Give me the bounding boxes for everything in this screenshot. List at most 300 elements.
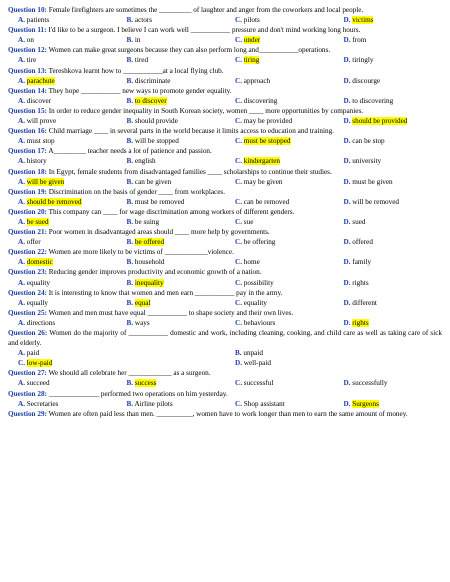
question-stem: [8, 409, 442, 419]
option-letter: B.: [126, 379, 134, 388]
options-row: [8, 257, 442, 267]
highlighted-answer: equal: [134, 298, 151, 307]
question-number: Question 14:: [8, 86, 47, 95]
answer-option: [334, 35, 443, 45]
question-block: [8, 167, 442, 187]
option-letter: A.: [18, 379, 25, 388]
option-text: must be removed: [134, 197, 185, 206]
option-letter: B.: [126, 238, 134, 247]
option-letter: D.: [343, 278, 351, 287]
highlighted-answer: low-paid: [26, 359, 53, 368]
question-block: [8, 328, 442, 368]
answer-option: [225, 96, 334, 106]
answer-option: [225, 197, 334, 207]
option-letter: C.: [235, 76, 242, 85]
option-text: behaviours: [243, 318, 276, 327]
question-number: Question 15:: [8, 106, 47, 115]
option-letter: C.: [235, 399, 242, 408]
question-text: Reducing gender improves productivity and economic growth of a nation.: [48, 268, 262, 277]
option-letter: C.: [235, 379, 242, 388]
option-letter: D.: [235, 359, 242, 368]
question-stem: [8, 25, 442, 35]
option-text: discovering: [243, 96, 278, 105]
question-block: [8, 308, 442, 328]
option-letter: C.: [235, 278, 242, 287]
option-text: succeed: [26, 379, 50, 388]
option-text: directions: [26, 318, 56, 327]
option-letter: A.: [18, 96, 25, 105]
answer-option: [117, 278, 226, 288]
options-row: [8, 35, 442, 45]
answer-option: [117, 318, 226, 328]
answer-option: [8, 217, 117, 227]
option-text: english: [134, 157, 156, 166]
options-row: [8, 55, 442, 65]
question-block: [8, 368, 442, 388]
answer-option: [8, 116, 117, 126]
answer-option: [8, 358, 225, 368]
answer-option: [117, 177, 226, 187]
option-text: possibility: [243, 278, 274, 287]
question-block: [8, 187, 442, 207]
option-letter: B.: [126, 258, 134, 267]
question-number: Question 28:: [8, 389, 47, 398]
answer-option: [334, 177, 443, 187]
option-text: family: [352, 258, 372, 267]
answer-option: [8, 257, 117, 267]
option-letter: D.: [343, 137, 351, 146]
answer-option: [8, 318, 117, 328]
option-text: equality: [26, 278, 50, 287]
option-letter: A.: [18, 16, 25, 25]
answer-option: [117, 378, 226, 388]
option-text: successfully: [352, 379, 388, 388]
option-letter: B.: [126, 76, 134, 85]
option-text: will be removed: [352, 197, 400, 206]
highlighted-answer: to discover: [134, 96, 167, 105]
question-number: Question 20:: [8, 207, 47, 216]
question-stem: [8, 288, 442, 298]
question-text: It is interesting to know that women and men earn ___________ pay in the army.: [48, 288, 283, 297]
options-row: [8, 15, 442, 25]
option-letter: D.: [343, 76, 351, 85]
question-stem: [8, 66, 442, 76]
option-text: must be given: [352, 177, 393, 186]
option-text: ways: [134, 318, 150, 327]
answer-option: [225, 76, 334, 86]
options-row: [8, 358, 442, 368]
option-letter: D.: [343, 16, 351, 25]
answer-option: [117, 217, 226, 227]
option-letter: A.: [18, 117, 25, 126]
option-letter: B.: [126, 137, 134, 146]
answer-option: [8, 197, 117, 207]
highlighted-answer: should be provided: [352, 117, 408, 126]
answer-option: [334, 76, 443, 86]
option-text: rights: [352, 278, 369, 287]
question-block: [8, 25, 442, 45]
answer-option: [8, 378, 117, 388]
option-text: be suing: [134, 217, 160, 226]
option-letter: D.: [343, 157, 351, 166]
question-block: [8, 45, 442, 65]
highlighted-answer: under: [243, 36, 261, 45]
answer-option: [8, 156, 117, 166]
question-stem: [8, 328, 442, 348]
option-text: Airline pilots: [134, 399, 173, 408]
answer-option: [334, 136, 443, 146]
options-row: [8, 76, 442, 86]
answer-option: [8, 76, 117, 86]
option-text: tiringly: [352, 56, 374, 65]
question-text: Women do the majority of ___________ domestic and work, including cleaning, cooking, and child care as well as taking care of sick and elderly.: [8, 329, 442, 348]
option-letter: A.: [18, 298, 25, 307]
highlighted-answer: parachute: [26, 76, 55, 85]
option-letter: B.: [126, 36, 134, 45]
answer-option: [225, 318, 334, 328]
question-text: A_________ teacher needs a lot of patience and passion.: [48, 147, 212, 156]
answer-option: [117, 55, 226, 65]
question-block: [8, 66, 442, 86]
option-text: must stop: [26, 137, 55, 146]
answer-option: [334, 156, 443, 166]
question-text: They hope ___________ new ways to promote gender equality.: [48, 86, 232, 95]
answer-option: [225, 15, 334, 25]
highlighted-answer: must be stopped: [243, 137, 291, 146]
answer-option: [117, 257, 226, 267]
option-text: can be removed: [243, 197, 290, 206]
question-number: Question 23:: [8, 268, 47, 277]
answer-option: [334, 96, 443, 106]
answer-option: [225, 35, 334, 45]
answer-option: [334, 116, 443, 126]
question-text: Tereshkova learnt how to ___________at a local flying club.: [48, 66, 224, 75]
question-stem: [8, 267, 442, 277]
question-stem: [8, 146, 442, 156]
question-stem: [8, 86, 442, 96]
question-text: Women and men must have equal ___________ to shape society and their own lives.: [48, 308, 294, 317]
option-text: will prove: [26, 117, 57, 126]
option-text: discover: [26, 96, 52, 105]
answer-option: [225, 399, 334, 409]
option-letter: A.: [18, 318, 25, 327]
options-row: [8, 278, 442, 288]
options-row: [8, 156, 442, 166]
option-letter: D.: [343, 217, 351, 226]
question-block: [8, 409, 442, 419]
question-block: [8, 86, 442, 106]
option-text: can be stop: [352, 137, 385, 146]
option-letter: D.: [343, 177, 351, 186]
answer-option: [225, 257, 334, 267]
highlighted-answer: be offered: [134, 238, 165, 247]
option-text: should provide: [134, 117, 178, 126]
answer-option: [8, 136, 117, 146]
option-letter: B.: [126, 96, 134, 105]
question-stem: [8, 368, 442, 378]
question-number: Question 16:: [8, 127, 47, 136]
option-letter: A.: [18, 157, 25, 166]
option-text: may be given: [243, 177, 283, 186]
question-number: Question 21:: [8, 228, 47, 237]
option-text: Secretaries: [26, 399, 59, 408]
option-text: patients: [26, 16, 50, 25]
option-letter: B.: [126, 177, 134, 186]
option-text: equally: [26, 298, 48, 307]
answer-option: [8, 96, 117, 106]
option-text: successful: [243, 379, 274, 388]
question-block: [8, 247, 442, 267]
highlighted-answer: should be removed: [26, 197, 82, 206]
answer-option: [334, 399, 443, 409]
question-text: Discrimination on the basis of gender ____ from workplaces.: [48, 187, 225, 196]
option-text: Shop assistant: [243, 399, 285, 408]
question-stem: [8, 45, 442, 55]
question-stem: [8, 187, 442, 197]
answer-option: [117, 15, 226, 25]
question-block: [8, 207, 442, 227]
answer-option: [334, 257, 443, 267]
option-letter: A.: [18, 197, 25, 206]
option-text: to discovering: [352, 96, 394, 105]
question-text: Women are more likely to be victims of ____________violence.: [48, 248, 234, 257]
answer-option: [117, 237, 226, 247]
option-letter: D.: [343, 298, 351, 307]
options-row: [8, 217, 442, 227]
option-letter: C.: [235, 298, 242, 307]
answer-option: [334, 278, 443, 288]
option-text: history: [26, 157, 47, 166]
highlighted-answer: kindergarten: [243, 157, 280, 166]
option-letter: B.: [126, 399, 134, 408]
highlighted-answer: domestic: [26, 258, 53, 267]
answer-option: [225, 278, 334, 288]
question-text: Poor women in disadvantaged areas should ____ more help by governments.: [48, 228, 270, 237]
answer-option: [225, 378, 334, 388]
option-letter: B.: [126, 16, 134, 25]
highlighted-answer: will be given: [26, 177, 65, 186]
answer-option: [8, 35, 117, 45]
question-stem: [8, 227, 442, 237]
option-letter: D.: [343, 36, 351, 45]
answer-option: [225, 156, 334, 166]
question-stem: [8, 126, 442, 136]
option-letter: C.: [235, 56, 242, 65]
option-letter: A.: [18, 238, 25, 247]
question-stem: [8, 247, 442, 257]
question-number: Question 17:: [8, 147, 47, 156]
option-letter: A.: [18, 36, 25, 45]
answer-option: [117, 156, 226, 166]
option-text: university: [352, 157, 382, 166]
option-text: approach: [243, 76, 271, 85]
option-text: equality: [243, 298, 267, 307]
option-text: from: [352, 36, 367, 45]
answer-option: [117, 96, 226, 106]
option-letter: B.: [126, 117, 134, 126]
question-text: Women can make great surgeons because they can also perform long and___________operations.: [48, 46, 331, 55]
option-letter: A.: [18, 177, 25, 186]
option-letter: A.: [18, 399, 25, 408]
question-text: Female firefighters are sometimes the _________ of laughter and anger from the coworkers and local people.: [48, 6, 364, 14]
answer-option: [225, 116, 334, 126]
answer-option: [117, 197, 226, 207]
question-text: Child marriage ____ in several parts in the world because it limits access to education and training.: [48, 127, 334, 136]
question-text: In Egypt, female students from disadvantaged families ____ scholarships to continue their studies.: [48, 167, 332, 176]
options-row: [8, 136, 442, 146]
answer-option: [334, 15, 443, 25]
option-letter: D.: [343, 258, 351, 267]
highlighted-answer: rights: [352, 318, 369, 327]
option-letter: B.: [126, 197, 134, 206]
option-text: offered: [352, 238, 373, 247]
option-text: in: [134, 36, 141, 45]
options-row: [8, 116, 442, 126]
question-stem: [8, 207, 442, 217]
highlighted-answer: Surgeons: [352, 399, 379, 408]
option-text: may be provided: [243, 117, 293, 126]
answer-option: [117, 116, 226, 126]
option-letter: A.: [18, 349, 25, 358]
question-block: [8, 227, 442, 247]
highlighted-answer: victims: [352, 16, 374, 25]
question-block: [8, 288, 442, 308]
option-letter: C.: [235, 137, 242, 146]
option-text: sued: [352, 217, 366, 226]
option-letter: D.: [343, 379, 351, 388]
option-letter: B.: [126, 157, 134, 166]
option-text: well-paid: [243, 359, 271, 368]
option-letter: B.: [126, 217, 134, 226]
option-letter: C.: [235, 258, 242, 267]
options-row: [8, 96, 442, 106]
option-letter: C.: [235, 197, 242, 206]
option-text: household: [134, 258, 165, 267]
option-text: will be stopped: [134, 137, 179, 146]
answer-option: [334, 55, 443, 65]
option-letter: D.: [343, 56, 351, 65]
answer-option: [225, 237, 334, 247]
option-letter: A.: [18, 76, 25, 85]
option-text: on: [26, 36, 34, 45]
options-row: [8, 197, 442, 207]
answer-option: [225, 298, 334, 308]
options-row: [8, 348, 442, 358]
question-block: [8, 5, 442, 25]
question-text: Women are often paid less than men. __________, women have to work longer than men to earn the same amount of money.: [48, 409, 408, 418]
options-row: [8, 237, 442, 247]
answer-option: [225, 136, 334, 146]
option-letter: C.: [235, 318, 242, 327]
question-block: [8, 267, 442, 287]
question-number: Question 24:: [8, 288, 47, 297]
option-letter: C.: [235, 177, 242, 186]
option-text: discriminate: [134, 76, 171, 85]
highlighted-answer: be sued: [26, 217, 49, 226]
option-letter: D.: [343, 318, 351, 327]
question-number: Question 27:: [8, 369, 47, 378]
highlighted-answer: success: [134, 379, 157, 388]
answer-option: [334, 298, 443, 308]
option-letter: B.: [126, 278, 134, 287]
answer-option: [225, 217, 334, 227]
options-row: [8, 399, 442, 409]
question-number: Question 19:: [8, 187, 47, 196]
option-letter: C.: [235, 117, 242, 126]
option-letter: D.: [343, 197, 351, 206]
option-letter: C.: [18, 359, 25, 368]
option-letter: D.: [343, 399, 351, 408]
question-number: Question 10:: [8, 6, 47, 14]
option-text: pilots: [243, 16, 260, 25]
option-letter: A.: [18, 137, 25, 146]
question-number: Question 18:: [8, 167, 47, 176]
option-letter: C.: [235, 36, 242, 45]
option-text: offer: [26, 238, 41, 247]
option-letter: A.: [18, 278, 25, 287]
question-text: ______________ performed two operations on him yesterday.: [48, 389, 228, 398]
option-text: be offering: [243, 238, 276, 247]
option-letter: C.: [235, 217, 242, 226]
answer-option: [117, 76, 226, 86]
question-block: [8, 126, 442, 146]
options-row: [8, 378, 442, 388]
answer-option: [8, 278, 117, 288]
question-stem: [8, 167, 442, 177]
answer-option: [117, 136, 226, 146]
answer-option: [8, 237, 117, 247]
option-letter: D.: [343, 238, 351, 247]
option-letter: A.: [18, 56, 25, 65]
option-text: can be given: [134, 177, 172, 186]
option-text: tired: [134, 56, 149, 65]
option-letter: B.: [235, 349, 242, 358]
question-block: [8, 389, 442, 409]
question-number: Question 13:: [8, 66, 47, 75]
answer-option: [334, 318, 443, 328]
question-stem: [8, 308, 442, 318]
option-text: sue: [243, 217, 254, 226]
option-text: tire: [26, 56, 37, 65]
option-text: different: [352, 298, 377, 307]
answer-option: [117, 35, 226, 45]
question-stem: [8, 389, 442, 399]
answer-option: [8, 55, 117, 65]
answer-option: [334, 378, 443, 388]
answer-option: [117, 399, 226, 409]
options-row: [8, 318, 442, 328]
option-text: actors: [134, 16, 153, 25]
option-text: discourge: [352, 76, 381, 85]
question-stem: [8, 106, 442, 116]
option-letter: B.: [126, 56, 134, 65]
answer-option: [8, 348, 225, 358]
question-number: Question 26:: [8, 329, 48, 337]
answer-option: [8, 177, 117, 187]
option-letter: A.: [18, 258, 25, 267]
answer-option: [334, 217, 443, 227]
option-letter: B.: [126, 318, 134, 327]
answer-option: [8, 298, 117, 308]
options-row: [8, 298, 442, 308]
option-text: unpaid: [243, 349, 263, 358]
question-text: We should all celebrate her ____________ as a surgeon.: [48, 369, 211, 378]
question-text: I'd like to be a surgeon. I believe I can work well ___________ pressure and don't mind working long hours.: [48, 26, 361, 35]
answer-option: [225, 348, 442, 358]
option-text: home: [243, 258, 260, 267]
question-text: In order to reduce gender inequality in South Korean society, women ____ more opportunities by companies.: [48, 106, 364, 115]
question-number: Question 12:: [8, 46, 47, 55]
